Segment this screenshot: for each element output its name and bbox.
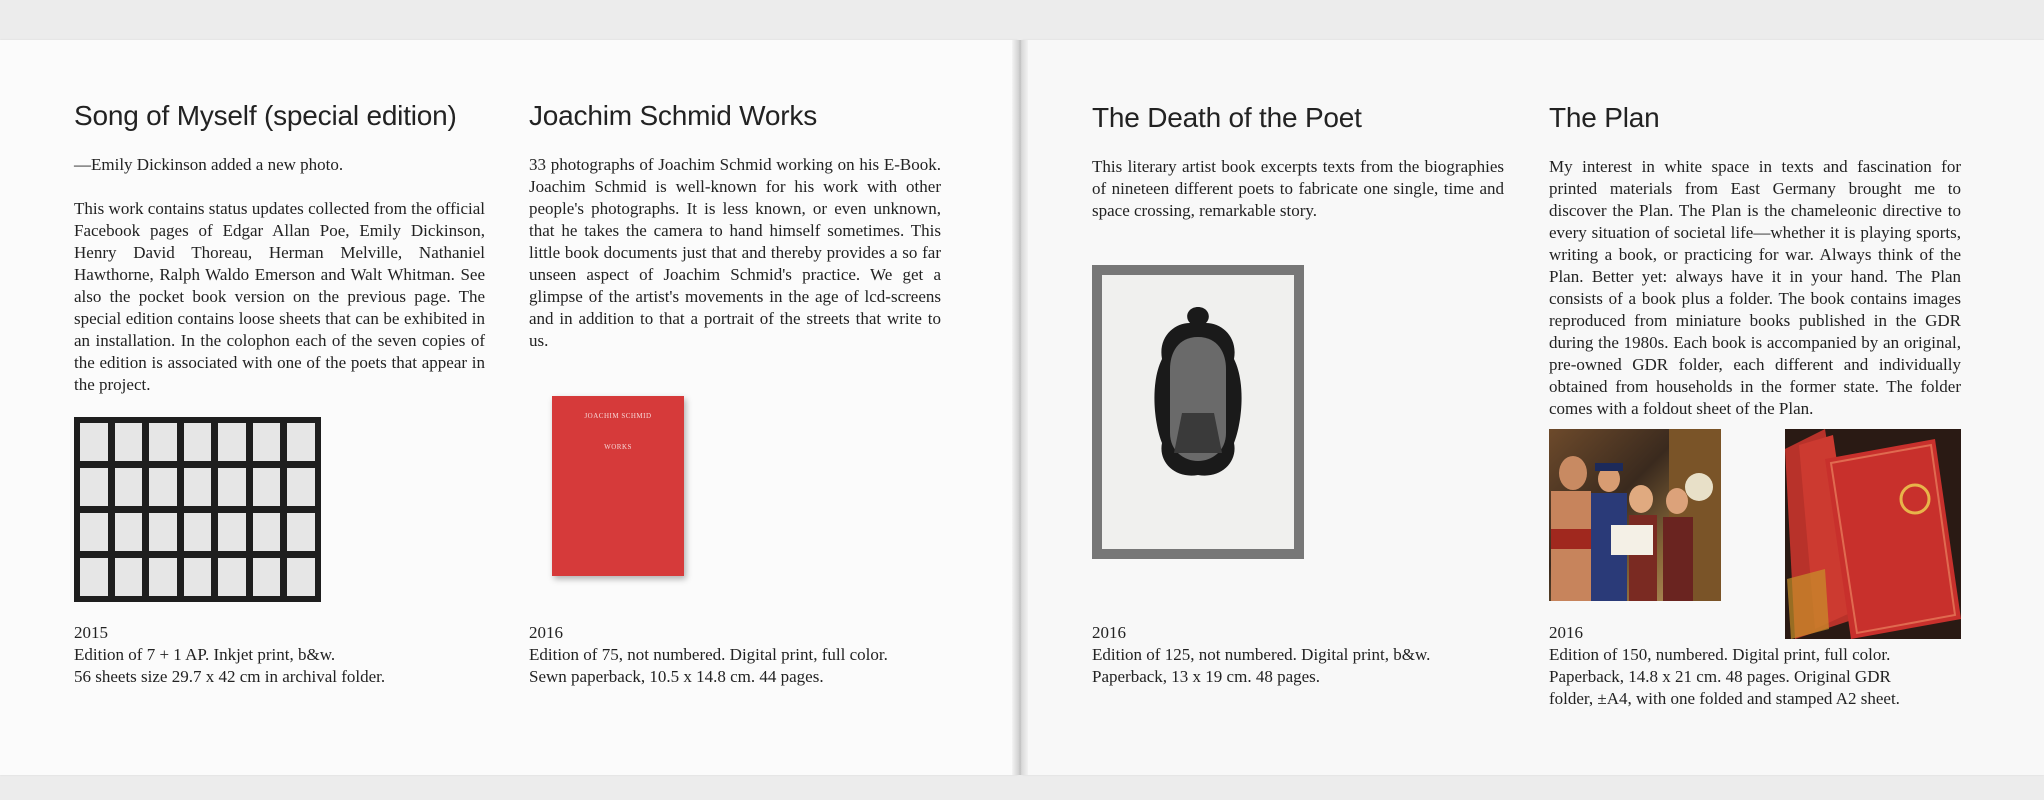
section-title: The Death of the Poet [1092, 102, 1362, 133]
book-cover-photo [552, 396, 684, 576]
edition-info [529, 622, 888, 688]
edition-format: Paperback, 13 x 19 cm. 48 pages. [1092, 667, 1321, 686]
section-body: This work contains status updates collected from the official Facebook pages of Edgar Allan Poe, Emily Dickinson, Henry David Thoreau, Herman Melville, Nathaniel Hawthorne, Ralph Waldo Emerson and Walt Whitman. See also the pocket book version on the previous page. The special edition contains loose sheets that can be exhibited in an installation. In the colophon each of the seven copies of the edition is associated with one of the poets that appear in the project. [74, 199, 485, 394]
edition-format: Sewn paperback, 10.5 x 14.8 cm. 44 pages. [529, 667, 824, 686]
edition-details: Edition of 150, numbered. Digital print, full color. [1549, 645, 1891, 664]
edition-year: 2016 [1549, 623, 1583, 642]
mirror-photo [1092, 265, 1304, 559]
edition-year: 2016 [1092, 623, 1126, 642]
section-title: The Plan [1549, 102, 1660, 133]
column-joachim-schmid-works [529, 100, 941, 352]
edition-year: 2015 [74, 623, 108, 642]
edition-info [74, 622, 385, 688]
section-body: 33 photographs of Joachim Schmid working on his E-Book. Joachim Schmid is well-known for his work with other people's photographs. It is less known, or even unknown, that he takes the camera to hand himself sometimes. This little book documents just that and thereby provides a so far unseen aspect of Joachim Schmid's practice. We get a glimpse of the artist's movements in the age of lcd-screens and in addition to that a portrait of the streets that write to us. [529, 155, 941, 350]
section-body: This literary artist book excerpts texts from the biographies of nineteen different poets to fabricate one single, time and space crossing, remarkable story. [1092, 157, 1504, 220]
section-body: My interest in white space in texts and fascination for printed materials from East Germany brought me to discover the Plan. The Plan is the chameleonic directive to every situation of societal life—whether it is playing sports, writing a book, or practicing for war. Always think of the Plan. Better yet: always have it in your hand. The Plan consists of a book plus a folder. The book contains images reproduced from miniature books published in the GDR during the 1980s. Each book is accompanied by an original, pre-owned GDR folder, each different and individually obtained from households in the former state. The folder comes with a foldout sheet of the Plan. [1549, 157, 1961, 418]
section-title: Song of Myself (special edition) [74, 100, 457, 131]
edition-info [1092, 622, 1430, 688]
edition-format: Paperback, 14.8 x 21 cm. 48 pages. Original GDR [1549, 667, 1891, 686]
edition-details: Edition of 75, not numbered. Digital print, full color. [529, 645, 888, 664]
section-title: Joachim Schmid Works [529, 100, 818, 131]
ornate-mirror-icon [1142, 303, 1254, 483]
edition-info [1549, 622, 1900, 710]
edition-year: 2016 [529, 623, 563, 642]
book-gutter [1012, 40, 1028, 775]
edition-folder: folder, ±A4, with one folded and stamped A2 sheet. [1549, 689, 1900, 708]
edition-details: Edition of 125, not numbered. Digital print, b&w. [1092, 645, 1431, 664]
edition-details: Edition of 7 + 1 AP. Inkjet print, b&w. [74, 645, 336, 664]
gdr-miniature-book-photo [1549, 429, 1721, 601]
column-song-of-myself [74, 100, 485, 396]
section-lead: —Emily Dickinson added a new photo. [74, 155, 344, 174]
book-cover-subtitle: WORKS [604, 443, 632, 451]
column-the-plan [1549, 102, 1961, 420]
gdr-folder-photo [1785, 429, 1961, 639]
edition-format: 56 sheets size 29.7 x 42 cm in archival folder. [74, 667, 386, 686]
book-cover-author: JOACHIM SCHMID [584, 412, 652, 420]
column-death-of-the-poet [1092, 102, 1504, 222]
installation-photo [74, 417, 321, 602]
